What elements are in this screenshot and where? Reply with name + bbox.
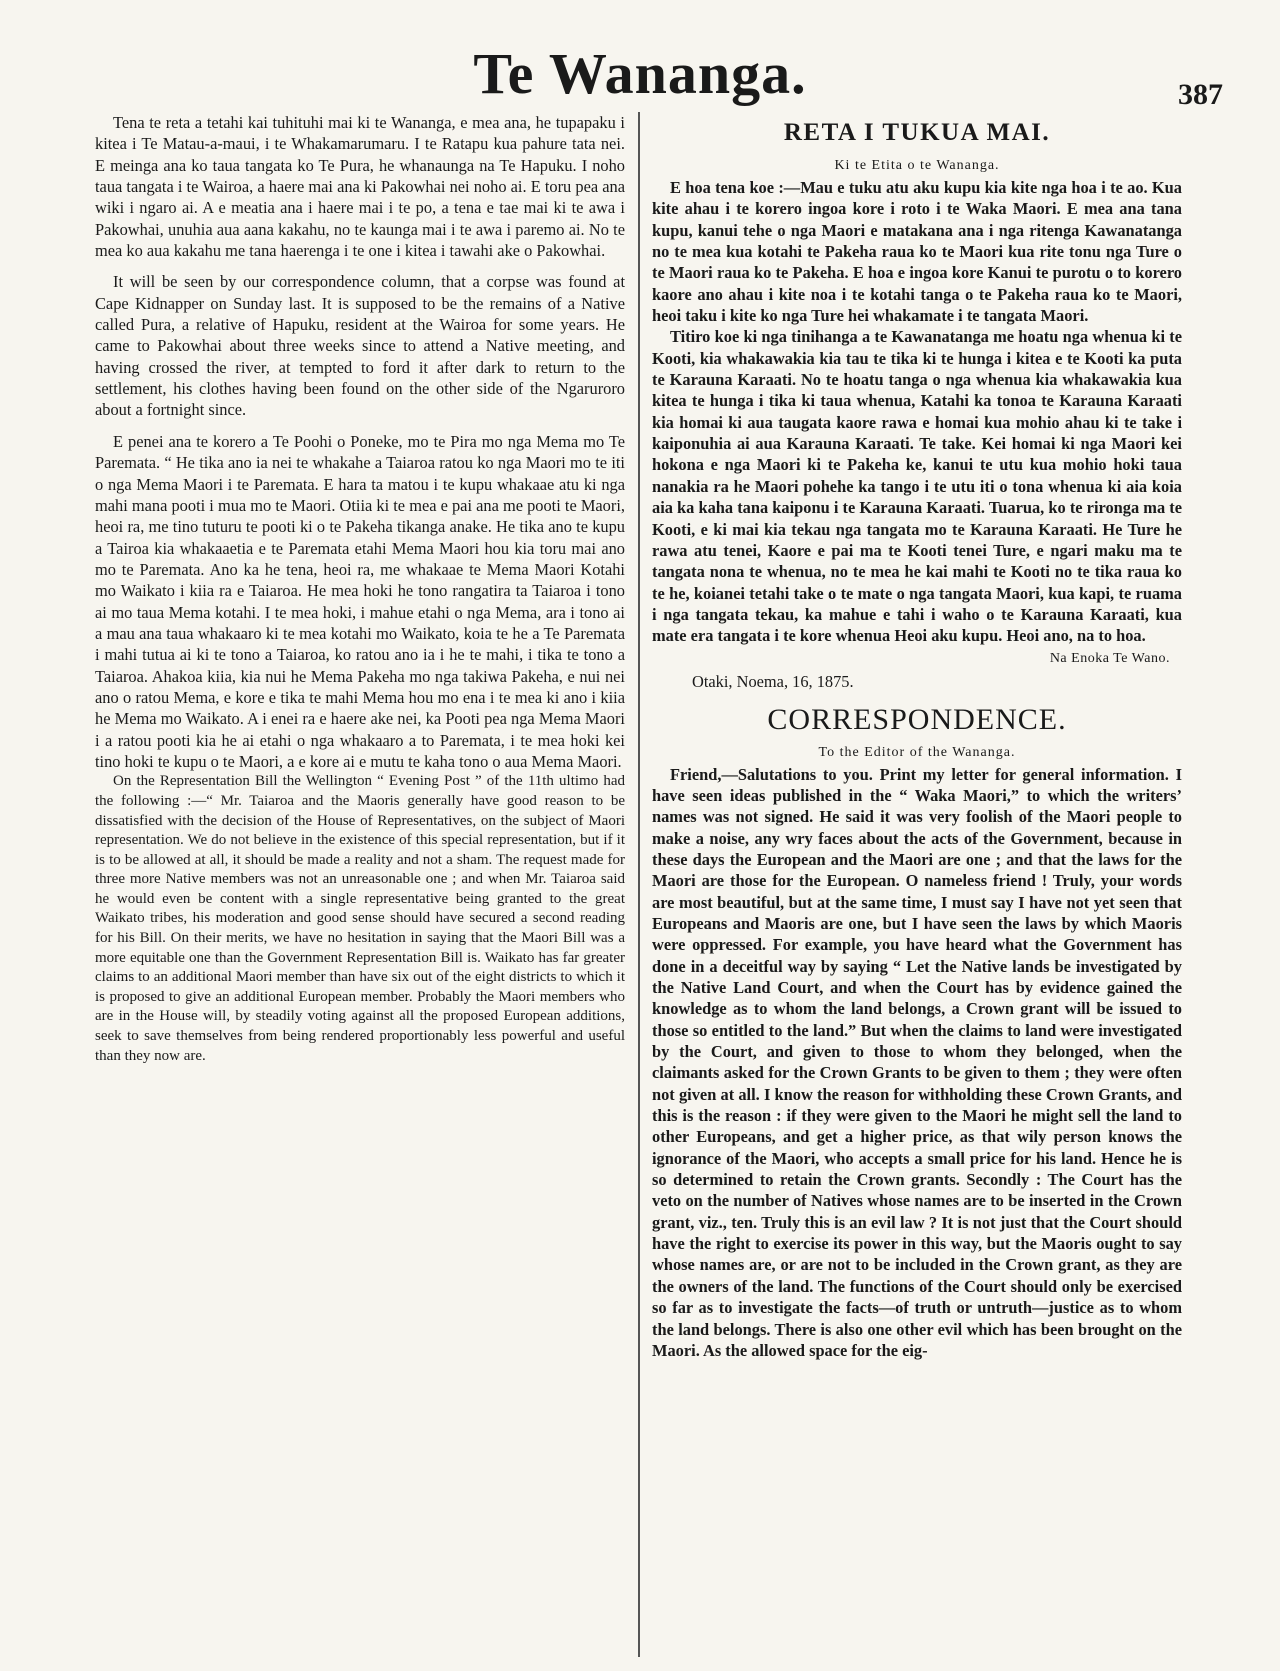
right-column [652,112,1182,1657]
column-divider [638,112,640,1657]
newspaper-title: Te Wananga. [473,41,807,106]
correspondence-heading: CORRESPONDENCE. [767,702,1067,736]
maori-representation-paragraph: E penei ana te korero a Te Poohi o Poneke, mo te Pira mo nga Mema mo Te Paremata. “ He tika ano ia nei te whakahe a Taiaroa ratou ko nga Maori mo te iti o nga Mema Maori i te Paremata. E hara ta matou i te kupu whakaae atu ki nga mahi mana pooti i mua mo te Maori. Otiia ki te mea e pai ana me pooti te Maori, heoi ra, me tino tuturu te pooti ki o te Pakeha tikanga anake. He tika ano te kupu a Tairoa kia whakaaetia e te Paremata etahi Mema Maori hou kia toru mai ano mo te Paremata. Ano ka he tena, heoi ra, me whakaae te Mema Maori Kotahi mo Waikato i kiia ra e Taiaroa. He mea hoki he tono rangatira ta Taiaroa i tono ai mo taua Mema kotahi. I te mea hoki, i mahue etahi o nga Mema, ara i tono ai a mau ana taua whakaaro ki te mea kotahi mo Waikato, koia te he a Te Paremata i mahi tutua ai ki te tono a Taiaroa, ko ratou ano ia i he te mahi, i tika te tono a Taiaroa. Ahakoa kiia, kia nui he Mema Pakeha mo nga takiwa Pakeha, e nui nei ano o ratou Mema, e kore e tika te mahi Mema hou mo ena i te mea ki ano i kiia he Mema mo Waikato. A i enei ra e haere ake nei, ka Pooti pea nga Mema Maori i a ratou pooti kia he ai etahi o nga whakaaro a to Paremata, i te mea hoki kei tino hoki te kupu o te Maori, a e kore ai e mutu te kaha tono o aua Mema Maori. [95,431,625,771]
evening-post-paragraph: On the Representation Bill the Wellington “ Evening Post ” of the 11th ultimo had the following :—“ Mr. Taiaroa and the Maoris generally have good reason to be dissatisfied with the decision of the House of Representatives, on the subject of Maori representation. We do not believe in the existence of this special representation, but if it is to be allowed at all, it should be made a reality and not a sham. The request made for three more Native members was not an unreasonable one ; and when Mr. Taiaroa said he would even be content with a single representative being granted to the great Waikato tribes, his moderation and good sense should have secured a second reading for his Bill. On their merits, we have no hesitation in saying that the Maori Bill was a more equitable one than the Government Representation Bill is. Waikato has far greater claims to an additional Maori member than have six out of the eight districts to which it is proposed to give an additional European member. Probably the Maori members who are in the House will, by steadily voting against all the proposed European additions, seek to save themselves from being rendered proportionably less powerful and useful than they now are. [95,773,625,1064]
left-column [95,112,625,1657]
page-number: 387 [1178,78,1223,111]
english-news-paragraph: It will be seen by our correspondence column, that a corpse was found at Cape Kidnapper on Sunday last. It is supposed to be the remains of a Native called Pura, a relative of Hapuku, resident at the Wairoa for some years. He came to Pakowhai about three weeks since to attend a Native meeting, and having crossed the river, at tempted to ford it after dark to return to the settlement, his clothes having been found on the other side of the Ngaruroro about a fortnight since. [95,272,625,420]
masthead [0,40,1280,120]
letters-salutation-to: Ki te Etita o te Wananga. [834,158,1000,173]
english-letter-paragraph: Friend,—Salutations to you. Print my letter for general information. I have seen ideas published in the “ Waka Maori,” to which the writers’ names was not signed. He said it was very foolish of the Maori people to make a noise, any wry faces about the acts of the Government, because in these days the European and the Maori are one ; and that the laws for the Maori are those for the European. O nameless friend ! Truly, your words are most beautiful, but at the same time, I must say I have not yet seen that Europeans and Maoris are one, but I have seen the laws by which Maoris were oppressed. For example, you have heard what the Government has done in a deceitful way by saying “ Let the Native lands be investigated by the Native Land Court, and when the Court has by evidence gained the knowledge as to whom the land belongs, a Crown grant will be issued to those so entitled to the land.” But when the claims to land were investigated by the Court, and given to those to whom they belonged, when the claimants asked for the Crown Grants to be given to them ; they were often not given at all. I know the reason for withholding these Crown Grants, and this is the reason : if they were given to the Maori he might sell the land to other Europeans, and get a higher price, as that wily person knows the ignorance of the Maori, who accepts a small price for his land. Hence he is so determined to retain the Crown grants. Secondly : The Court has the veto on the number of Natives whose names are to be inserted in the Crown grant, viz., ten. Truly this is an evil law ? It is not just that the Court should have the right to exercise its power in this way, but the Maoris ought to say whose names are, or are not to be included in the Crown grant, as they are the owners of the land. The functions of the Court should only be exercised so far as to investigate the facts—of truth or untruth—justice as to whom the land belongs. There is also one other evil which has been brought on the Maori. As the allowed space for the eig- [652,764,1182,1360]
maori-letter-paragraph-1: E hoa tena koe :—Mau e tuku atu aku kupu kia kite nga hoa i te ao. Kua kite ahau i te korero ingoa kore i roto i te Waka Maori. E mea ana tana kupu, kanui tehe o nga Maori e matakana ana i nga ritenga Kawanatanga no te mea kua kotahi te Pakeha raua ko te Maori kua rite tonu nga Ture o te Maori raua ko te Pakeha. E hoa e ingoa kore Kanui te purotu o to korero kaore ano ahau i kite noa i te kotahi tanga o te Pakeha raua ko te Maori, heoi taku i kite ko nga Ture hei whakamate i te tangata Maori. [652,178,1182,326]
letters-heading: RETA I TUKUA MAI. [783,119,1051,146]
correspondence-salutation-to: To the Editor of the Wananga. [818,744,1016,760]
letter-dateline: Otaki, Noema, 16, 1875. [692,671,854,691]
maori-letter-paragraph-2: Titiro koe ki nga tinihanga a te Kawanatanga me hoatu nga whenua ki te Kooti, kia whakawakia kia tau te tika ki te hunga i kitea e te Kooti ka puta te Karauna Karaati. No te hoatu tanga o nga whenua kia whakawakia kua kitea te hunga i tika ki taua whenua, Katahi ka tonoa te Karauna Karaati kia homai ki aua taugata kaore rawa e homai kua mohio ahau ki te take i kaiponuhia ai aua Karauna Karaati. Te take. Kei homai ki nga Maori kei hokona e nga Maori ki te Pakeha ke, kanui te utu kua mohio hoki taua nanakia ra he Maori pohehe ka tango i te utu iti o tona whenua ki aia koia aia ka kaha tana kaiponu i te Karauna Karaati. Tuarua, ko te rironga ma te Kooti, e ki mai kia tekau nga tangata mo te Karauna Karaati. He Ture he rawa atu tenei, Kaore e pai ma te Kooti tenei Ture, e ngari maku ma te tangata nona te whenua, no te mea he kai mahi te Kooti no te tika raua ko te he, koianei tetahi take o te mate o nga tangata Maori, kua kapi, te ruama i nga tangata tekau, ka mahue e tahi i waho o te Karauna Karaati, kua mate era tangata i te kore whenua Heoi aku kupu. Heoi ano, na to hoa. [652,327,1182,646]
letter-signature: Na Enoka Te Wano. [1049,650,1170,666]
maori-news-paragraph: Tena te reta a tetahi kai tuhituhi mai ki te Wananga, e mea ana, he tupapaku i kitea i Te Matau-a-maui, i te Whakamarumaru. I te Ratapu kua pahure tata nei. E meinga ana ko taua tangata ko Te Pura, he whanaunga na Te Hapuku. I noho taua tangata i te Wairoa, a haere mai ana ki Pakowhai nei noho ai. E toru pea ana wiki i ngaro ai. A e meatia ana i haere mai i te po, a tena e tae mai ki te awa i Pakowhai, unuhia aua aana kakahu, no te kaunga mai i te awa i paremo ai. No te mea ko aua kakahu me tana haerenga i te one i kitea i tawahi ake o Pakowhai. [95,113,625,261]
